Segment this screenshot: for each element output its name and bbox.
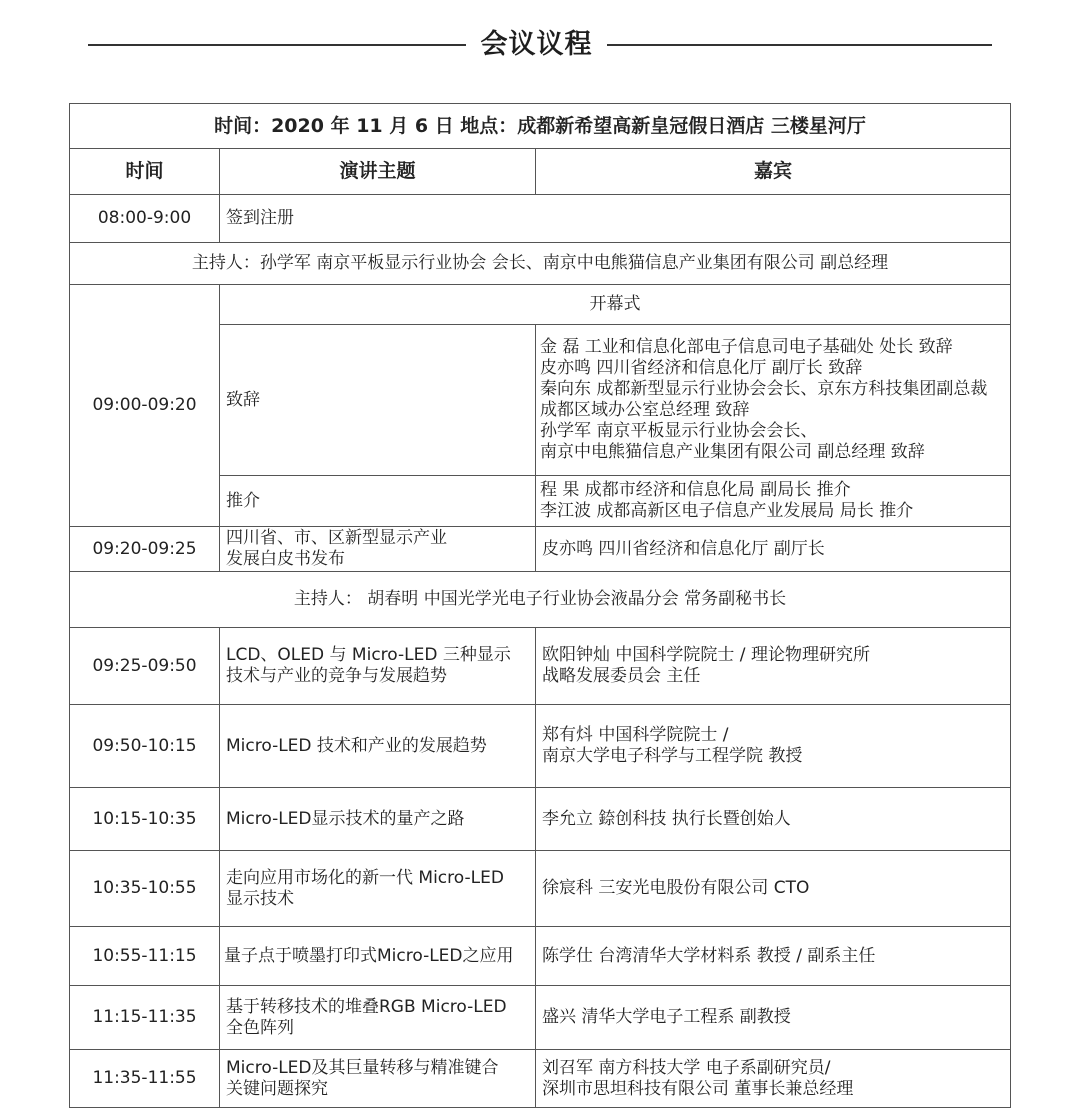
column-header-time: 时间 (70, 149, 220, 195)
session-row (70, 628, 1011, 705)
session-topic-line: 关键问题探究 (226, 1078, 328, 1099)
session-topic-line: Micro-LED 技术和产业的发展趋势 (226, 735, 487, 756)
session-topic-line: 技术与产业的竞争与发展趋势 (226, 666, 447, 686)
session-topic (220, 705, 536, 788)
checkin-topic: 签到注册 (220, 195, 1011, 243)
session-row (70, 927, 1011, 986)
session-topic-line: 量子点于喷墨打印式Micro-LED之应用 (224, 945, 514, 966)
column-header-guest: 嘉宾 (536, 149, 1011, 195)
session-topic-line: 显示技术 (226, 888, 294, 909)
session-time: 10:35-10:55 (70, 851, 220, 927)
session-topic (220, 986, 536, 1050)
header-row (70, 149, 1011, 195)
session-guest-line: 深圳市思坦科技有限公司 董事长兼总经理 (542, 1078, 854, 1099)
session-topic-line: LCD、OLED 与 Micro-LED 三种显示 (226, 645, 511, 665)
session-guest (536, 927, 1011, 986)
speech-guest-line: 秦向东 成都新型显示行业协会会长、京东方科技集团副总裁 (540, 379, 988, 399)
session-topic-line: Micro-LED及其巨量转移与精准键合 (226, 1057, 499, 1078)
speech-topic: 致辞 (220, 325, 536, 476)
session-guest (536, 788, 1011, 851)
session-topic (220, 628, 536, 705)
session-guest-line: 李允立 錼创科技 执行长暨创始人 (542, 808, 791, 829)
session-guest (536, 1050, 1011, 1108)
session-row (70, 1050, 1011, 1108)
whitepaper-guest: 皮亦鸣 四川省经济和信息化厅 副厅长 (536, 527, 1011, 572)
session-topic (220, 927, 536, 986)
session-time: 11:15-11:35 (70, 986, 220, 1050)
session-row (70, 788, 1011, 851)
whitepaper-time: 09:20-09:25 (70, 527, 220, 572)
speech-guests (536, 325, 1011, 476)
host-row-2 (70, 572, 1011, 628)
session-topic (220, 851, 536, 927)
speech-guest-line: 南京中电熊猫信息产业集团有限公司 副总经理 致辞 (540, 442, 925, 462)
session-topic-line: 基于转移技术的堆叠RGB Micro-LED (226, 996, 507, 1017)
host-row-1 (70, 243, 1011, 285)
opening-title: 开幕式 (220, 285, 1011, 325)
speech-guest-line: 皮亦鸣 四川省经济和信息化厅 副厅长 致辞 (540, 358, 863, 378)
session-row (70, 986, 1011, 1050)
promo-topic: 推介 (220, 476, 536, 527)
session-guest-line: 徐宸科 三安光电股份有限公司 CTO (542, 878, 810, 898)
session-topic-line: Micro-LED显示技术的量产之路 (226, 808, 465, 829)
whitepaper-topic-line: 四川省、市、区新型显示产业 (226, 528, 447, 548)
opening-time: 09:00-09:20 (70, 285, 220, 527)
session-guest-line: 郑有炓 中国科学院院士 / (542, 725, 729, 745)
page-heading (0, 14, 1080, 74)
session-time: 10:55-11:15 (70, 927, 220, 986)
session-topic (220, 788, 536, 851)
session-guest (536, 705, 1011, 788)
session-guest-line: 陈学仕 台湾清华大学材料系 教授 / 副系主任 (542, 945, 876, 966)
session-guest-line: 战略发展委员会 主任 (542, 666, 701, 686)
session-time: 10:15-10:35 (70, 788, 220, 851)
session-time: 09:25-09:50 (70, 628, 220, 705)
promo-guest-line: 李江波 成都高新区电子信息产业发展局 局长 推介 (540, 501, 914, 521)
column-header-topic: 演讲主题 (220, 149, 536, 195)
session-guest-line: 欧阳钟灿 中国科学院院士 / 理论物理研究所 (542, 645, 870, 665)
session-row (70, 705, 1011, 788)
heading-rule-left (88, 44, 466, 46)
session-time: 11:35-11:55 (70, 1050, 220, 1108)
event-banner: 时间：2020 年 11 月 6 日 地点：成都新希望高新皇冠假日酒店 三楼星河厅 (70, 104, 1011, 149)
heading-rule-right (607, 44, 992, 46)
host-1: 主持人：孙学军 南京平板显示行业协会 会长、南京中电熊猫信息产业集团有限公司 副总经理 (70, 243, 1011, 285)
session-row (70, 851, 1011, 927)
agenda-table (69, 103, 1011, 1108)
whitepaper-topic-line: 发展白皮书发布 (226, 549, 345, 569)
session-guest (536, 986, 1011, 1050)
session-time: 09:50-10:15 (70, 705, 220, 788)
session-guest-line: 刘召军 南方科技大学 电子系副研究员/ (542, 1057, 831, 1078)
page-title: 会议议程 (480, 29, 593, 60)
session-topic-line: 走向应用市场化的新一代 Micro-LED (226, 867, 504, 888)
speech-guest-line: 金 磊 工业和信息化部电子信息司电子基础处 处长 致辞 (540, 337, 953, 357)
session-guest-line: 盛兴 清华大学电子工程系 副教授 (542, 1007, 791, 1027)
whitepaper-row (70, 527, 1011, 572)
session-topic-line: 全色阵列 (226, 1017, 294, 1038)
host-2: 主持人： 胡春明 中国光学光电子行业协会液晶分会 常务副秘书长 (70, 572, 1011, 628)
session-guest (536, 628, 1011, 705)
speech-guest-line: 成都区域办公室总经理 致辞 (540, 400, 750, 420)
promo-guest-line: 程 果 成都市经济和信息化局 副局长 推介 (540, 480, 851, 500)
session-guest (536, 851, 1011, 927)
banner-row (70, 104, 1011, 149)
checkin-row (70, 195, 1011, 243)
promo-guests (536, 476, 1011, 527)
opening-title-row (70, 285, 1011, 325)
session-guest-line: 南京大学电子科学与工程学院 教授 (542, 746, 803, 766)
checkin-time: 08:00-9:00 (70, 195, 220, 243)
session-topic (220, 1050, 536, 1108)
speech-guest-line: 孙学军 南京平板显示行业协会会长、 (540, 421, 818, 441)
whitepaper-topic (220, 527, 536, 572)
